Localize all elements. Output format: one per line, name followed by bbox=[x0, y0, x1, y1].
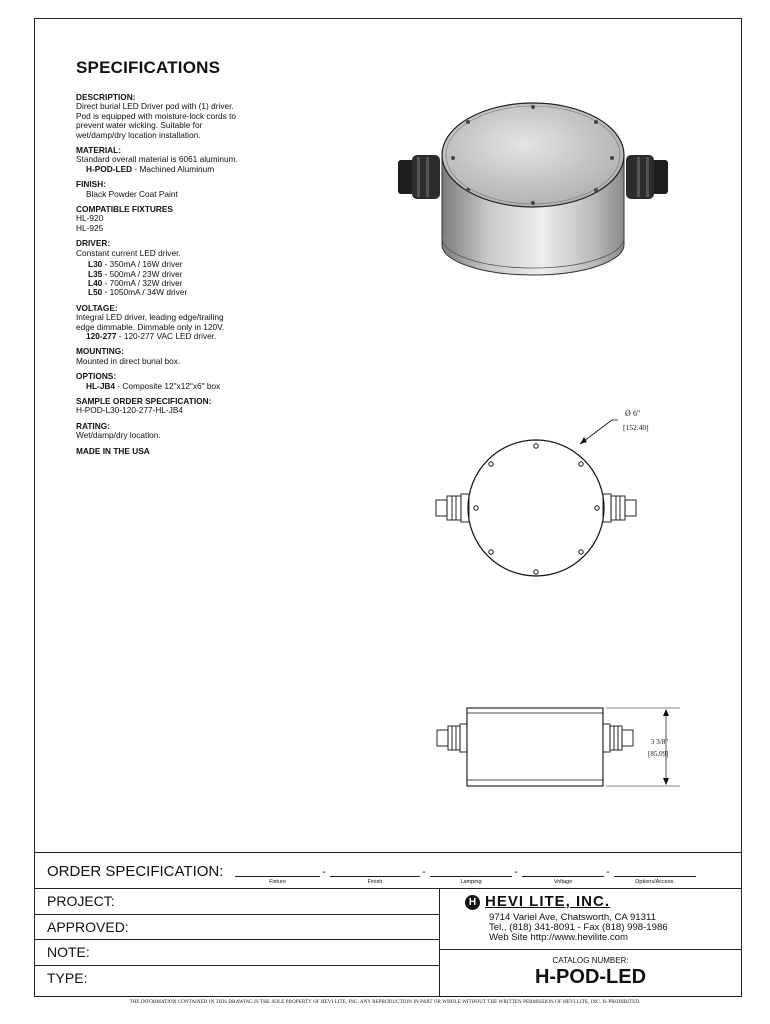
sample-line: H-POD-L30-120-277-HL-JB4 bbox=[76, 405, 183, 416]
disclaimer: THE INFORMATION CONTAINED IN THIS DRAWING IS THE SOLE PROPERTY OF HEVI LITE, INC. ANY REPRODUCTION IN PART OR WHOLE WITHOUT THE WRITTEN PERMISSION OF HEVI LITE, INC. IS PROHIBITED. bbox=[129, 1000, 641, 1005]
approved-field[interactable]: APPROVED: bbox=[35, 915, 439, 941]
voltage-field[interactable] bbox=[522, 876, 604, 877]
material-text: - Machined Aluminum bbox=[132, 163, 215, 174]
cord-grip-right bbox=[626, 155, 668, 199]
mounting-heading: MOUNTING: bbox=[76, 346, 124, 357]
driver-text: - 500mA / 23W driver bbox=[102, 268, 183, 279]
company-logo-icon: H bbox=[465, 895, 480, 910]
rating-heading: RATING: bbox=[76, 420, 110, 431]
fixture-item: HL-925 bbox=[76, 222, 104, 233]
options-text: - Composite 12"x12"x6" box bbox=[115, 380, 221, 391]
driver-code: L50 bbox=[88, 287, 103, 298]
voltage-line: edge dimmable. Dimmable only in 120V. bbox=[76, 321, 225, 332]
order-dash: - bbox=[422, 866, 426, 878]
driver-code: L35 bbox=[88, 268, 103, 279]
order-dash: - bbox=[606, 866, 610, 878]
options-field[interactable] bbox=[614, 876, 696, 877]
material-code: H-POD-LED bbox=[86, 163, 133, 174]
driver-text: - 700mA / 32W driver bbox=[102, 277, 183, 288]
finish-heading: FINISH: bbox=[76, 179, 106, 190]
height-value: 3 3/8" bbox=[651, 738, 669, 746]
company-website: Web Site http://www.hevilite.com bbox=[489, 932, 628, 944]
order-specification-row bbox=[35, 852, 741, 889]
fixture-field[interactable] bbox=[235, 876, 320, 877]
type-field[interactable]: TYPE: bbox=[47, 970, 88, 987]
catalog-label: CATALOG NUMBER: bbox=[552, 956, 629, 965]
project-field[interactable]: PROJECT: bbox=[35, 889, 439, 915]
description-line: prevent water wicking. Suitable for bbox=[76, 120, 203, 131]
fitting-left bbox=[436, 494, 469, 522]
height-dimension bbox=[648, 738, 668, 758]
company-name: HEVI LITE, INC. bbox=[485, 893, 611, 910]
height-mm: [85.09] bbox=[648, 750, 669, 758]
diameter-value: 6" bbox=[633, 409, 641, 418]
driver-heading: DRIVER: bbox=[76, 238, 111, 249]
description-line: Direct burial LED Driver pod with (1) driver. bbox=[76, 101, 234, 112]
driver-code: L30 bbox=[88, 259, 103, 270]
fixtures-heading: COMPATIBLE FIXTURES bbox=[76, 204, 173, 215]
pod-side-view bbox=[437, 708, 680, 786]
driver-line: Constant current LED driver. bbox=[76, 247, 181, 258]
driver-code: L40 bbox=[88, 277, 103, 288]
description-line: wet/damp/dry location installation. bbox=[76, 129, 201, 140]
options-code: HL-JB4 bbox=[86, 380, 116, 391]
voltage-code: 120-277 bbox=[86, 330, 117, 341]
fixture-caption: Fixture bbox=[269, 879, 286, 885]
catalog-block bbox=[440, 950, 741, 996]
cord-grip-left bbox=[398, 155, 440, 199]
rating-line: Wet/damp/dry location. bbox=[76, 430, 161, 441]
order-dash: - bbox=[322, 866, 326, 878]
order-dash: - bbox=[514, 866, 518, 878]
finish-caption: Finish bbox=[367, 879, 383, 885]
options-caption: Options/Access. bbox=[635, 879, 675, 885]
driver-text: - 1050mA / 34W driver bbox=[102, 287, 188, 298]
side-fitting-left bbox=[437, 724, 467, 752]
voltage-text: - 120-277 VAC LED driver. bbox=[116, 330, 217, 341]
fitting-right bbox=[603, 494, 636, 522]
lamping-caption: Lamping bbox=[460, 879, 482, 885]
material-heading: MATERIAL: bbox=[76, 145, 122, 156]
diameter-dimension bbox=[623, 409, 649, 432]
fixture-item: HL-920 bbox=[76, 213, 104, 224]
voltage-heading: VOLTAGE: bbox=[76, 302, 118, 313]
note-field[interactable]: NOTE: bbox=[35, 940, 439, 966]
mounting-line: Mounted in direct burial box. bbox=[76, 355, 181, 366]
project-info-block bbox=[35, 889, 439, 996]
company-phone: Tel., (818) 341-8091 - Fax (818) 998-1986 bbox=[489, 922, 668, 934]
diameter-symbol: Ø bbox=[625, 409, 631, 418]
company-address: 9714 Variel Ave, Chatsworth, CA 91311 bbox=[489, 912, 656, 923]
company-block bbox=[440, 889, 741, 950]
side-fitting-right bbox=[603, 724, 633, 752]
lamping-field[interactable] bbox=[430, 876, 512, 877]
diameter-mm: [152.40] bbox=[623, 423, 649, 432]
company-contact bbox=[489, 913, 668, 944]
material-line: Standard overall material is 6061 aluminum. bbox=[76, 154, 238, 165]
pod-3d-view bbox=[398, 103, 668, 275]
sample-heading: SAMPLE ORDER SPECIFICATION: bbox=[76, 395, 212, 406]
catalog-number: H-POD-LED bbox=[534, 966, 647, 988]
made-in-usa: MADE IN THE USA bbox=[76, 445, 150, 456]
description-heading: DESCRIPTION: bbox=[76, 92, 136, 102]
voltage-caption: Voltage bbox=[553, 879, 573, 885]
finish-field[interactable] bbox=[330, 876, 420, 877]
voltage-line: Integral LED driver, leading edge/trailing bbox=[76, 312, 224, 323]
order-specification-label: ORDER SPECIFICATION: bbox=[47, 863, 224, 880]
driver-text: - 350mA / 16W driver bbox=[102, 259, 183, 270]
page-title: SPECIFICATIONS bbox=[76, 58, 221, 77]
pod-top-view bbox=[436, 420, 636, 576]
description-line: Pod is equipped with moisture-lock cords to bbox=[76, 110, 237, 121]
finish-line: Black Powder Coat Paint bbox=[86, 188, 178, 199]
options-heading: OPTIONS: bbox=[76, 371, 117, 382]
